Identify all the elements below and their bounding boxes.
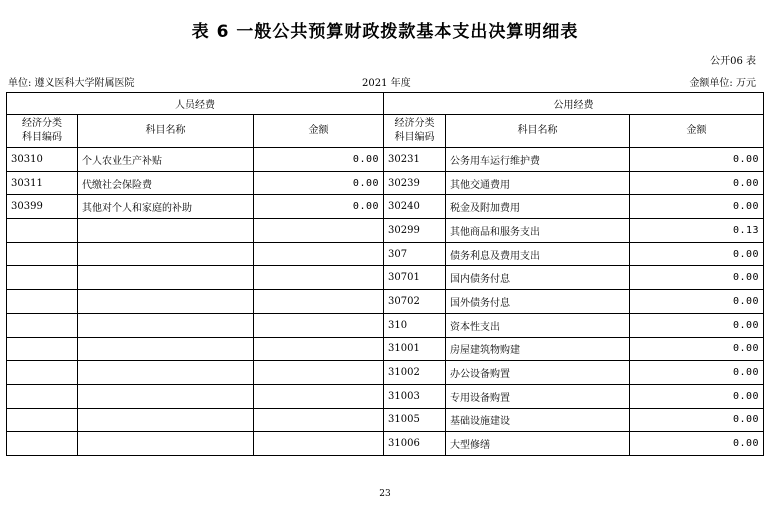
public-code-cell: 31001	[384, 337, 446, 361]
personnel-code-cell	[7, 242, 78, 266]
public-amount-cell: 0.00	[630, 148, 764, 172]
public-code-cell: 31005	[384, 408, 446, 432]
public-name-cell: 国外债务付息	[446, 290, 630, 314]
public-amount-cell: 0.00	[630, 408, 764, 432]
table-row	[7, 219, 764, 243]
personnel-amount-cell: 0.00	[254, 171, 384, 195]
public-code-cell: 30239	[384, 171, 446, 195]
personnel-code-cell	[7, 219, 78, 243]
public-amount-cell: 0.00	[630, 266, 764, 290]
public-code-cell: 30231	[384, 148, 446, 172]
column-header-amount: 金额	[630, 115, 764, 148]
personnel-amount-cell	[254, 408, 384, 432]
public-name-cell: 公务用车运行维护费	[446, 148, 630, 172]
column-header-amount: 金额	[254, 115, 384, 148]
public-name-cell: 专用设备购置	[446, 384, 630, 408]
form-code: 公开06 表	[710, 56, 756, 67]
public-amount-cell: 0.00	[630, 242, 764, 266]
table-row	[7, 148, 764, 172]
public-amount-cell: 0.00	[630, 313, 764, 337]
public-code-cell: 31006	[384, 432, 446, 456]
table-row	[7, 290, 764, 314]
personnel-name-cell	[78, 242, 254, 266]
personnel-name-cell: 个人农业生产补贴	[78, 148, 254, 172]
column-header-name: 科目名称	[78, 115, 254, 148]
public-name-cell: 基础设施建设	[446, 408, 630, 432]
personnel-code-cell	[7, 290, 78, 314]
public-name-cell: 大型修缮	[446, 432, 630, 456]
personnel-amount-cell	[254, 242, 384, 266]
public-name-cell: 资本性支出	[446, 313, 630, 337]
personnel-amount-cell	[254, 361, 384, 385]
table-row	[7, 266, 764, 290]
public-name-cell: 房屋建筑物购建	[446, 337, 630, 361]
public-name-cell: 税金及附加费用	[446, 195, 630, 219]
public-code-cell: 310	[384, 313, 446, 337]
table-row	[7, 432, 764, 456]
personnel-code-cell	[7, 361, 78, 385]
personnel-name-cell	[78, 266, 254, 290]
table-row	[7, 171, 764, 195]
personnel-code-cell: 30311	[7, 171, 78, 195]
public-amount-cell: 0.00	[630, 195, 764, 219]
public-code-cell: 30702	[384, 290, 446, 314]
personnel-amount-cell: 0.00	[254, 148, 384, 172]
table-row	[7, 361, 764, 385]
column-header-code: 经济分类 科目编码	[384, 115, 446, 148]
table-row	[7, 384, 764, 408]
personnel-name-cell	[78, 290, 254, 314]
public-code-cell: 30240	[384, 195, 446, 219]
personnel-code-cell	[7, 384, 78, 408]
personnel-amount-cell: 0.00	[254, 195, 384, 219]
public-amount-cell: 0.13	[630, 219, 764, 243]
personnel-code-cell	[7, 266, 78, 290]
personnel-name-cell	[78, 313, 254, 337]
public-amount-cell: 0.00	[630, 290, 764, 314]
public-amount-cell: 0.00	[630, 432, 764, 456]
table-row	[7, 408, 764, 432]
public-code-cell: 31003	[384, 384, 446, 408]
table-row	[7, 337, 764, 361]
public-amount-cell: 0.00	[630, 384, 764, 408]
personnel-amount-cell	[254, 290, 384, 314]
personnel-name-cell	[78, 408, 254, 432]
public-name-cell: 其他商品和服务支出	[446, 219, 630, 243]
personnel-name-cell	[78, 384, 254, 408]
personnel-name-cell	[78, 337, 254, 361]
page-title: 表 6 一般公共预算财政拨款基本支出决算明细表	[191, 22, 579, 42]
table-row	[7, 195, 764, 219]
personnel-amount-cell	[254, 313, 384, 337]
public-code-cell: 30299	[384, 219, 446, 243]
personnel-code-cell	[7, 337, 78, 361]
public-name-cell: 办公设备购置	[446, 361, 630, 385]
table-row	[7, 313, 764, 337]
personnel-name-cell: 其他对个人和家庭的补助	[78, 195, 254, 219]
public-name-cell: 其他交通费用	[446, 171, 630, 195]
table-row	[7, 242, 764, 266]
public-code-cell: 307	[384, 242, 446, 266]
personnel-code-cell	[7, 408, 78, 432]
unit-label: 单位: 遵义医科大学附属医院	[8, 78, 135, 89]
personnel-code-cell: 30399	[7, 195, 78, 219]
group-header-public: 公用经费	[384, 93, 764, 115]
personnel-amount-cell	[254, 337, 384, 361]
personnel-amount-cell	[254, 266, 384, 290]
public-code-cell: 30701	[384, 266, 446, 290]
public-name-cell: 债务利息及费用支出	[446, 242, 630, 266]
public-code-cell: 31002	[384, 361, 446, 385]
column-header-name: 科目名称	[446, 115, 630, 148]
expenditure-table	[6, 92, 764, 456]
public-amount-cell: 0.00	[630, 337, 764, 361]
public-amount-cell: 0.00	[630, 171, 764, 195]
money-unit-label: 金额单位: 万元	[689, 78, 756, 89]
page-number: 23	[379, 489, 391, 499]
personnel-code-cell	[7, 313, 78, 337]
personnel-amount-cell	[254, 219, 384, 243]
personnel-name-cell	[78, 219, 254, 243]
personnel-name-cell: 代缴社会保险费	[78, 171, 254, 195]
personnel-code-cell: 30310	[7, 148, 78, 172]
public-name-cell: 国内债务付息	[446, 266, 630, 290]
group-header-personnel: 人员经费	[7, 93, 384, 115]
personnel-code-cell	[7, 432, 78, 456]
personnel-amount-cell	[254, 432, 384, 456]
column-header-code: 经济分类 科目编码	[7, 115, 78, 148]
public-amount-cell: 0.00	[630, 361, 764, 385]
personnel-name-cell	[78, 361, 254, 385]
personnel-name-cell	[78, 432, 254, 456]
personnel-amount-cell	[254, 384, 384, 408]
year-label: 2021 年度	[362, 78, 411, 89]
